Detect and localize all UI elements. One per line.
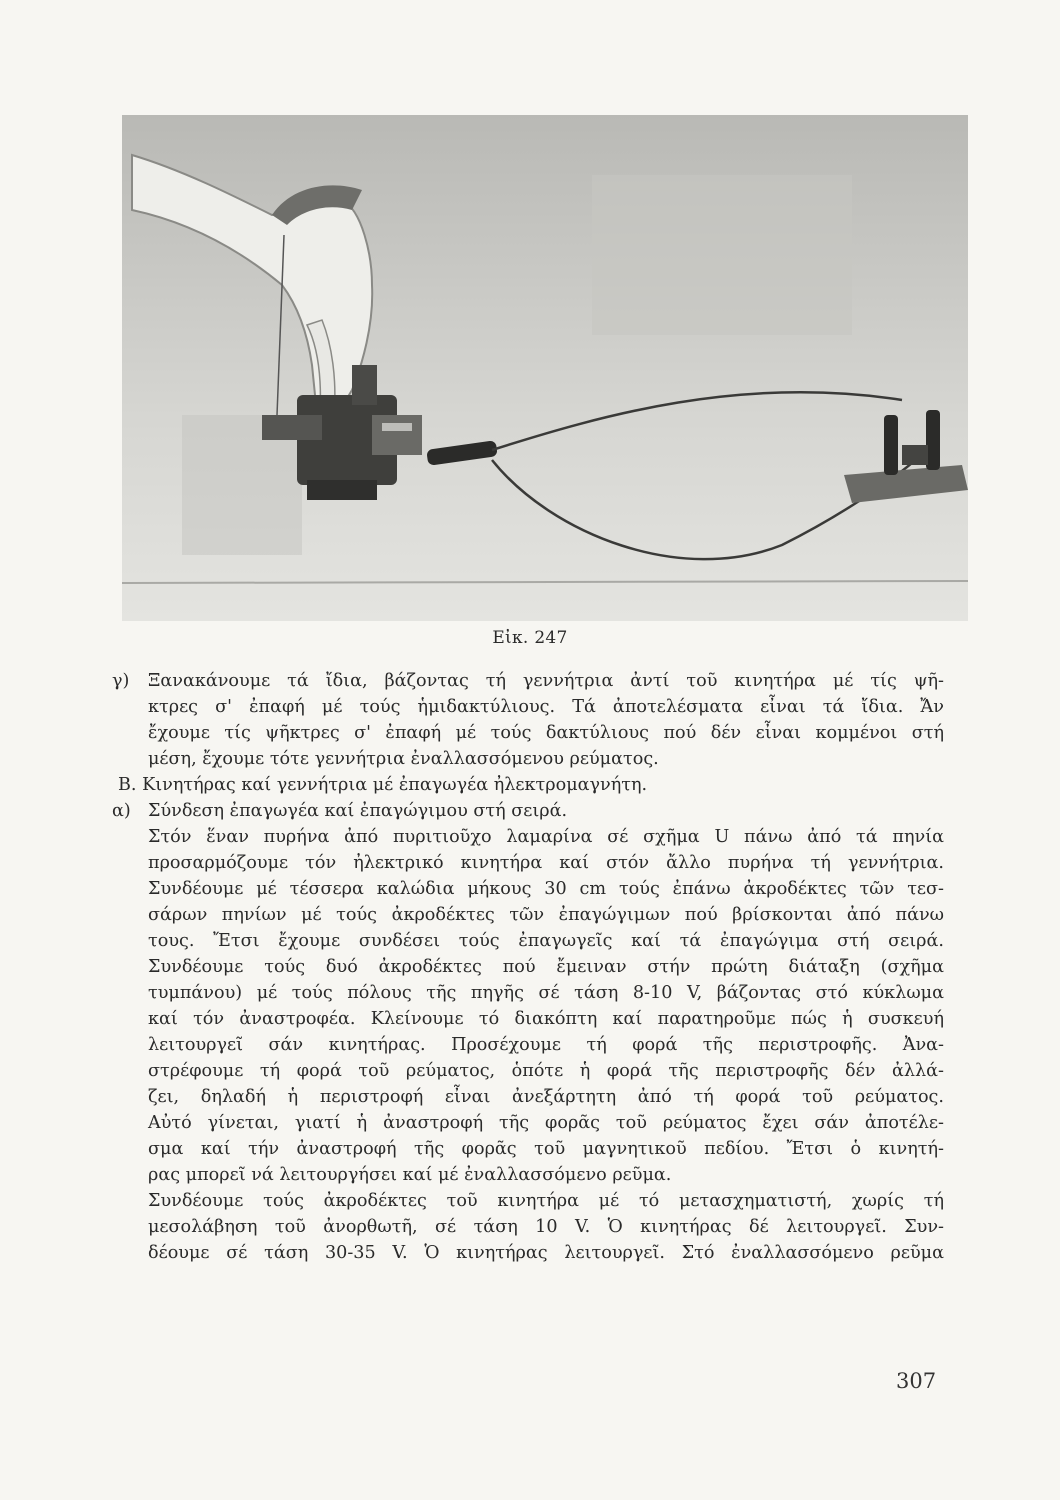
text-line: τους. Ἔτσι ἔχουμε συνδέσει τούς ἐπαγωγεῖς καί τά ἐπαγώγιμα στή σειρά. bbox=[148, 931, 944, 951]
body-text bbox=[112, 668, 944, 1266]
text-line: σμα καί τήν ἀναστροφή τῆς φορᾶς τοῦ μαγνητικοῦ πεδίου. Ἔτσι ὁ κινητή- bbox=[148, 1139, 944, 1159]
text-line: Ξανακάνουμε τά ἴδια, βάζοντας τή γεννήτρια ἀντί τοῦ κινητήρα μέ τίς ψῆ- bbox=[148, 671, 944, 691]
text-line: ἔχουμε τίς ψῆκτρες σ' ἐπαφή μέ τούς δακτύλιους πού δέν εἶναι κομμένοι στή bbox=[148, 723, 944, 743]
page-number: 307 bbox=[896, 1369, 937, 1393]
text-line: Στόν ἕναν πυρήνα ἀπό πυριτιοῦχο λαμαρίνα σέ σχῆμα U πάνω ἀπό τά πηνία bbox=[148, 827, 944, 847]
text-line: ρας μπορεῖ νά λειτουργήσει καί μέ ἐναλλασσόμενο ρεῦμα. bbox=[148, 1165, 672, 1185]
text-line: λειτουργεῖ σάν κινητήρας. Προσέχουμε τή φορά τῆς περιστροφῆς. Ἀνα- bbox=[148, 1035, 944, 1055]
text-line: Συνδέουμε τούς ἀκροδέκτες τοῦ κινητήρα μέ τό μετασχηματιστή, χωρίς τή bbox=[148, 1191, 944, 1211]
section-label: Β. bbox=[118, 775, 137, 795]
text-line: προσαρμόζουμε τόν ἠλεκτρικό κινητήρα καί στόν ἄλλο πυρήνα τή γεννήτρια. bbox=[148, 853, 944, 873]
item-label: α) bbox=[112, 801, 131, 821]
motor-experiment-image bbox=[122, 115, 968, 621]
text-line: σάρων πηνίων μέ τούς ἀκροδέκτες τῶν ἐπαγώγιμων πού βρίσκονται ἀπό πάνω bbox=[148, 905, 944, 925]
text-line: κτρες σ' ἐπαφή μέ τούς ἡμιδακτύλιους. Τά ἀποτελέσματα εἶναι τά ἴδια. Ἄν bbox=[148, 697, 944, 717]
section-B bbox=[112, 772, 944, 798]
item-label: γ) bbox=[112, 671, 130, 691]
text-line: μεσολάβηση τοῦ ἀνορθωτῆ, σέ τάση 10 V. Ὁ κινητήρας δέ λειτουργεῖ. Συν- bbox=[148, 1217, 944, 1237]
text-line: καί τόν ἀναστροφέα. Κλείνουμε τό διακόπτη καί παρατηροῦμε πώς ἡ συσκευή bbox=[148, 1009, 944, 1029]
figure-photo bbox=[122, 115, 968, 621]
text-line: στρέφουμε τή φορά τοῦ ρεύματος, ὁπότε ἡ φορά τῆς περιστροφῆς δέν ἀλλά- bbox=[148, 1061, 944, 1081]
text-line: Αὐτό γίνεται, γιατί ἡ ἀναστροφή τῆς φορᾶς τοῦ ρεύματος ἔχει σάν ἀποτέλε- bbox=[148, 1113, 944, 1133]
text-line: ζει, δηλαδή ἡ περιστροφή εἶναι ἀνεξάρτητη ἀπό τή φορά τοῦ ρεύματος. bbox=[148, 1087, 944, 1107]
text-line: Συνδέουμε τούς δυό ἀκροδέκτες πού ἔμειναν στήν πρώτη διάταξη (σχῆμα bbox=[148, 957, 944, 977]
item-title: Σύνδεση ἐπαγωγέα καί ἐπαγώγιμου στή σειρά. bbox=[148, 801, 568, 821]
text-line: Συνδέουμε μέ τέσσερα καλώδια μήκους 30 cm τούς ἐπάνω ἀκροδέκτες τῶν τεσ- bbox=[148, 879, 944, 899]
text-line: δέουμε σέ τάση 30-35 V. Ὁ κινητήρας λειτουργεῖ. Στό ἐναλλασσόμενο ρεῦμα bbox=[148, 1243, 944, 1263]
figure-caption: Εἰκ. 247 bbox=[492, 628, 568, 648]
item-gamma bbox=[112, 668, 944, 694]
text-line: μέση, ἔχουμε τότε γεννήτρια ἐναλλασσόμενου ρεύματος. bbox=[148, 749, 659, 769]
section-title: Κινητήρας καί γεννήτρια μέ ἐπαγωγέα ἠλεκτρομαγνήτη. bbox=[142, 775, 648, 795]
text-line: τυμπάνου) μέ τούς πόλους τῆς πηγῆς σέ τάση 8-10 V, βάζοντας στό κύκλωμα bbox=[148, 983, 944, 1003]
item-alpha bbox=[112, 798, 944, 824]
